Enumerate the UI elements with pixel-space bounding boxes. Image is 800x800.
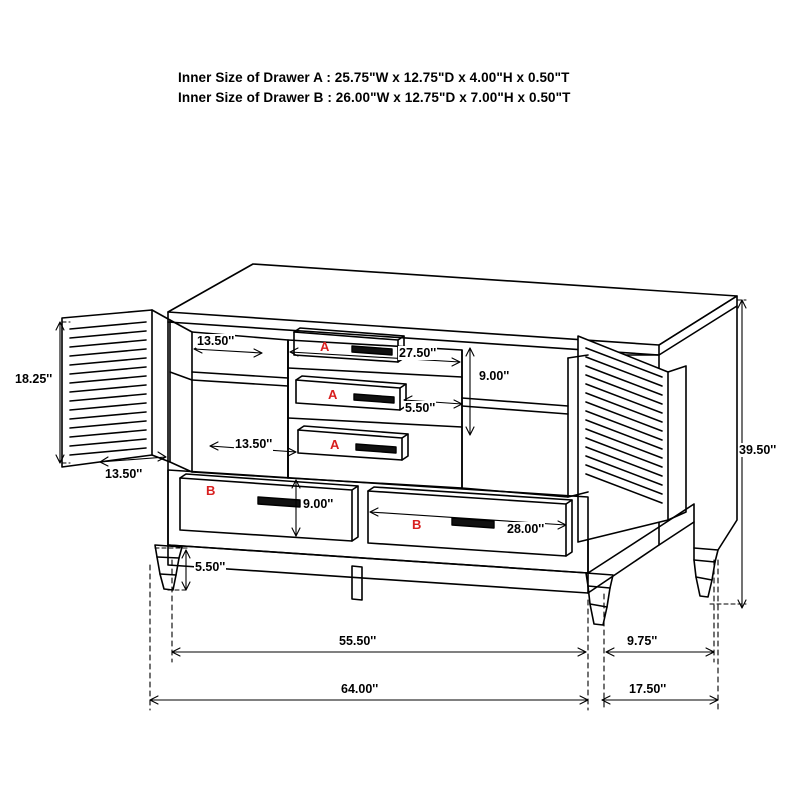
dim-side-depth-top: 9.75'' xyxy=(627,634,658,648)
center-support xyxy=(352,566,362,600)
dim-drawer-a-width: 27.50'' xyxy=(399,346,437,360)
dim-overall-width: 64.00'' xyxy=(341,682,379,696)
dim-drawer-a-height: 5.50'' xyxy=(405,401,436,415)
inner-size-drawer-b: Inner Size of Drawer B : 26.00"W x 12.75"D x 7.00"H x 0.50"T xyxy=(178,90,571,105)
dim-drawer-b-height: 9.00'' xyxy=(303,497,334,511)
drawer-label-b-2: B xyxy=(412,517,422,532)
dim-front-width: 55.50'' xyxy=(339,634,377,648)
dim-left-door-depth: 13.50'' xyxy=(105,467,143,481)
dim-drawer-b-width: 28.00'' xyxy=(507,522,545,536)
left-door-open xyxy=(62,310,170,467)
dim-left-door-height: 18.25'' xyxy=(15,372,53,386)
dim-shelf-width-upper: 13.50'' xyxy=(197,334,235,348)
dim-overall-depth: 17.50'' xyxy=(629,682,667,696)
dim-drawer-a-column-height: 9.00'' xyxy=(479,369,510,383)
drawer-label-a-1: A xyxy=(320,339,330,354)
top-panel xyxy=(168,264,737,355)
drawer-label-b-1: B xyxy=(206,483,216,498)
dim-shelf-width-lower: 13.50'' xyxy=(235,437,273,451)
drawer-label-a-2: A xyxy=(328,387,338,402)
dim-leg-height: 5.50'' xyxy=(195,560,226,574)
inner-size-drawer-a: Inner Size of Drawer A : 25.75"W x 12.75"D x 4.00"H x 0.50"T xyxy=(178,70,570,85)
right-door-open xyxy=(578,336,686,542)
dim-overall-height: 39.50'' xyxy=(739,443,777,457)
drawer-label-a-3: A xyxy=(330,437,340,452)
